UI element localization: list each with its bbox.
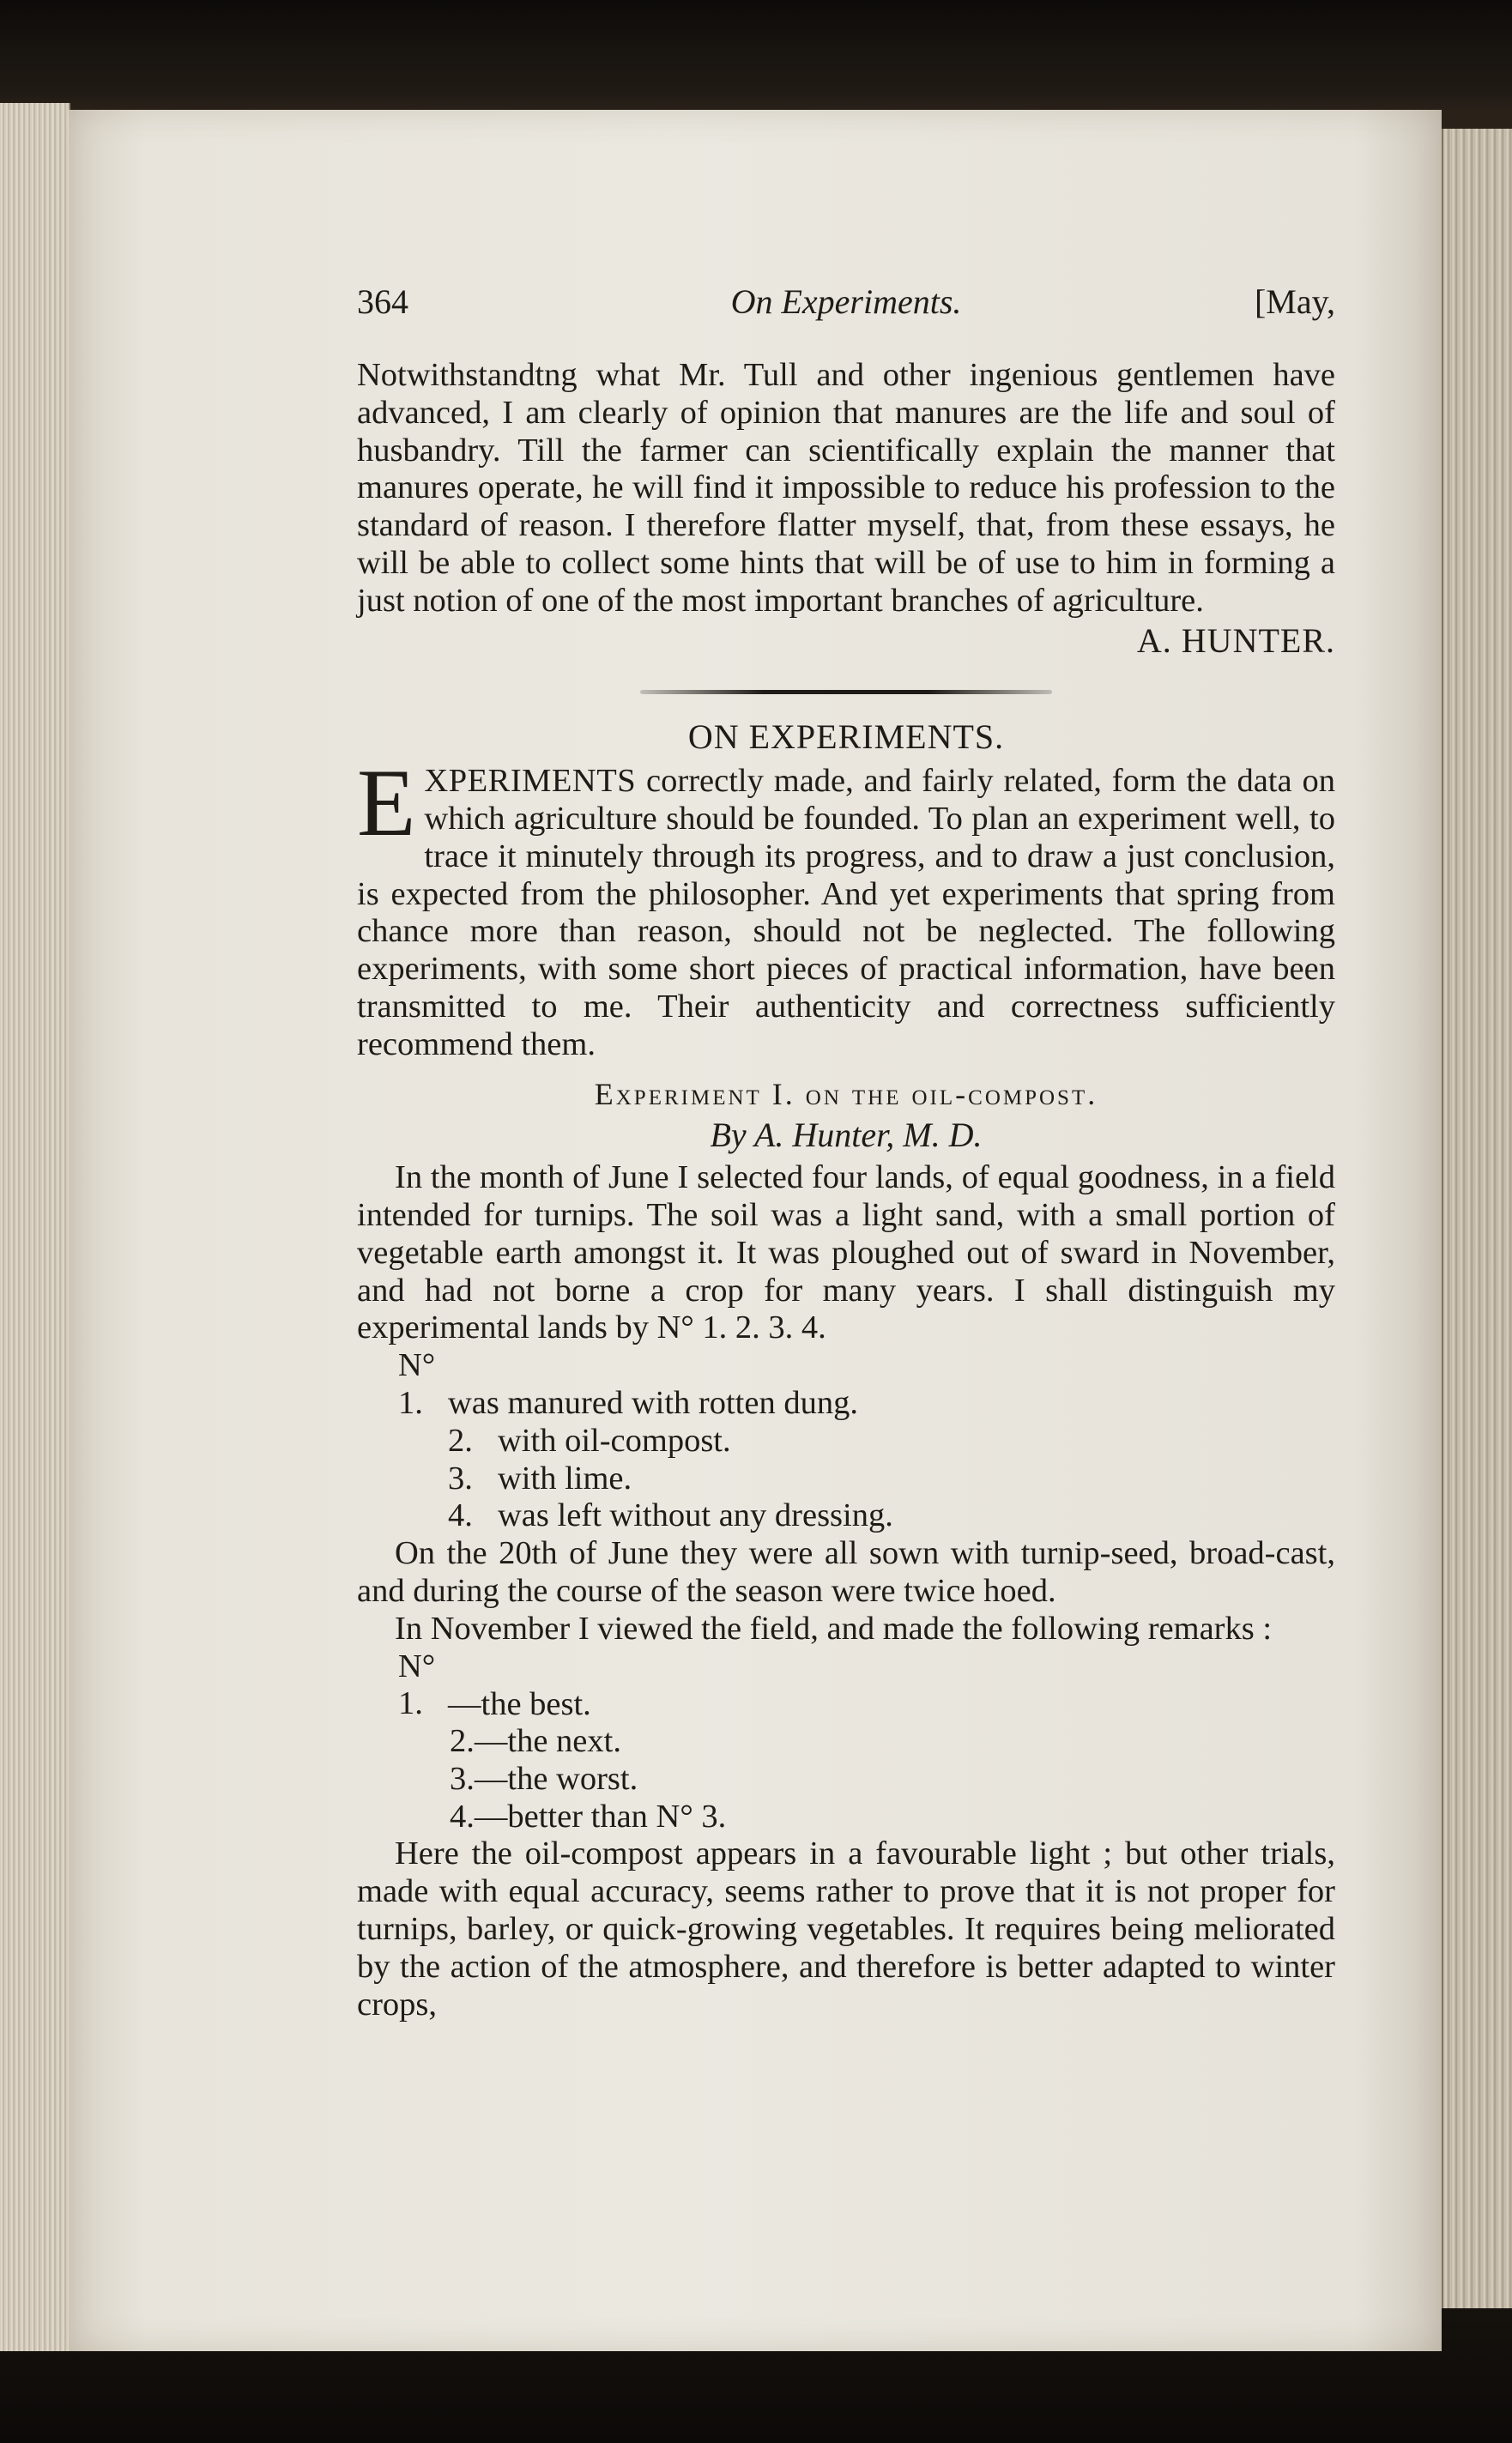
running-date: [May, <box>1254 282 1335 321</box>
list-item <box>357 1723 1335 1761</box>
experiment-byline: By A. Hunter, M. D. <box>710 1116 983 1155</box>
list-item <box>357 1799 1335 1836</box>
list-item-text: —the next. <box>474 1723 621 1760</box>
author-signature: A. HUNTER. <box>1136 620 1335 660</box>
list-item-text: was manured with rotten dung. <box>448 1384 858 1421</box>
experiment-paragraph-1: In the month of June I selected four lands, of equal goodness, in a field intended for turnips. The soil was a light sand, with a small portion of vegetable earth amongst it. It was ploughed out of sward in November, and had not borne a crop for many years. I shall distinguish my experimental lands by N° 1. 2. 3. 4. <box>357 1159 1335 1346</box>
running-title: On Experiments. <box>730 282 962 321</box>
section-divider-rule <box>640 690 1052 694</box>
list-item-label: N° 1. <box>398 1347 436 1421</box>
list-item-label: 3. <box>450 1760 475 1797</box>
list-item <box>357 1497 1335 1535</box>
experiment-paragraph-2: On the 20th of June they were all sown with turnip-seed, broad-cast, and during the course of the season were twice hoed. <box>357 1535 1335 1609</box>
experiment-paragraph-4: Here the oil-compost appears in a favourable light ; but other trials, made with equal accuracy, seems rather to prove that it is not proper for turnips, barley, or quick-growing vegetables. It requires being meliorated by the action of the atmosphere, and therefore is better adapted to winter crops, <box>357 1835 1335 2023</box>
section-intro-text: correctly made, and fairly related, form the data on which agriculture should be founded. To plan an experiment well, to trace it minutely through its progress, and to draw a just conclusion, is expected from the philosopher. And yet experiments that spring from chance more than reason, should not be neglected. The following experiments, with some short pieces of practical information, have been transmitted to me. Their authenticity and correctness sufficiently recommend them. <box>357 763 1335 1062</box>
list-item-label: 4. <box>448 1497 473 1534</box>
treatment-list <box>357 1347 1335 1535</box>
list-item <box>357 1460 1335 1498</box>
list-item-text: was left without any dressing. <box>498 1497 893 1534</box>
list-item-label: 2. <box>448 1422 473 1459</box>
list-item-text: —the best. <box>448 1685 591 1722</box>
list-item <box>357 1648 1335 1724</box>
intro-paragraph: Notwithstandtng what Mr. Tull and other ingenious gentlemen have advanced, I am clearly of opinion that manures are the life and soul of husbandry. Till the farmer can scientifically explain the manner that manures operate, he will find it impossible to reduce his profession to the standard of reason. I therefore flatter myself, that, from these essays, he will be able to collect some hints that will be of use to him in forming a just notion of one of the most important branches of agriculture. <box>357 357 1335 619</box>
list-item <box>357 1423 1335 1460</box>
page-number: 364 <box>357 282 408 321</box>
list-item-label: 3. <box>448 1460 473 1497</box>
section-intro-paragraph <box>357 750 1335 1063</box>
drop-cap: E <box>357 750 416 857</box>
list-item-label: 4. <box>450 1798 475 1835</box>
list-item-text: —the worst. <box>474 1760 638 1797</box>
list-item-text: —better than N° 3. <box>474 1798 727 1835</box>
section-heading: ON EXPERIMENTS. <box>687 717 1005 757</box>
running-head <box>357 283 1335 331</box>
drop-cap-lead: XPERIMENTS <box>424 763 637 800</box>
page-edges-left <box>0 103 70 2351</box>
list-item <box>357 1347 1335 1423</box>
list-item-label: N° 1. <box>398 1648 436 1722</box>
page-text-block <box>357 283 1335 2023</box>
list-item-label: 2. <box>450 1723 475 1760</box>
list-item-text: with oil-compost. <box>498 1422 731 1459</box>
list-item <box>357 1761 1335 1799</box>
remarks-list <box>357 1648 1335 1836</box>
page-edges-right <box>1442 129 1512 2308</box>
experiment-heading: Experiment I. on the oil-compost. <box>594 1076 1098 1111</box>
list-item-text: with lime. <box>498 1460 632 1497</box>
experiment-paragraph-3: In November I viewed the field, and made the following remarks : <box>395 1610 1273 1647</box>
